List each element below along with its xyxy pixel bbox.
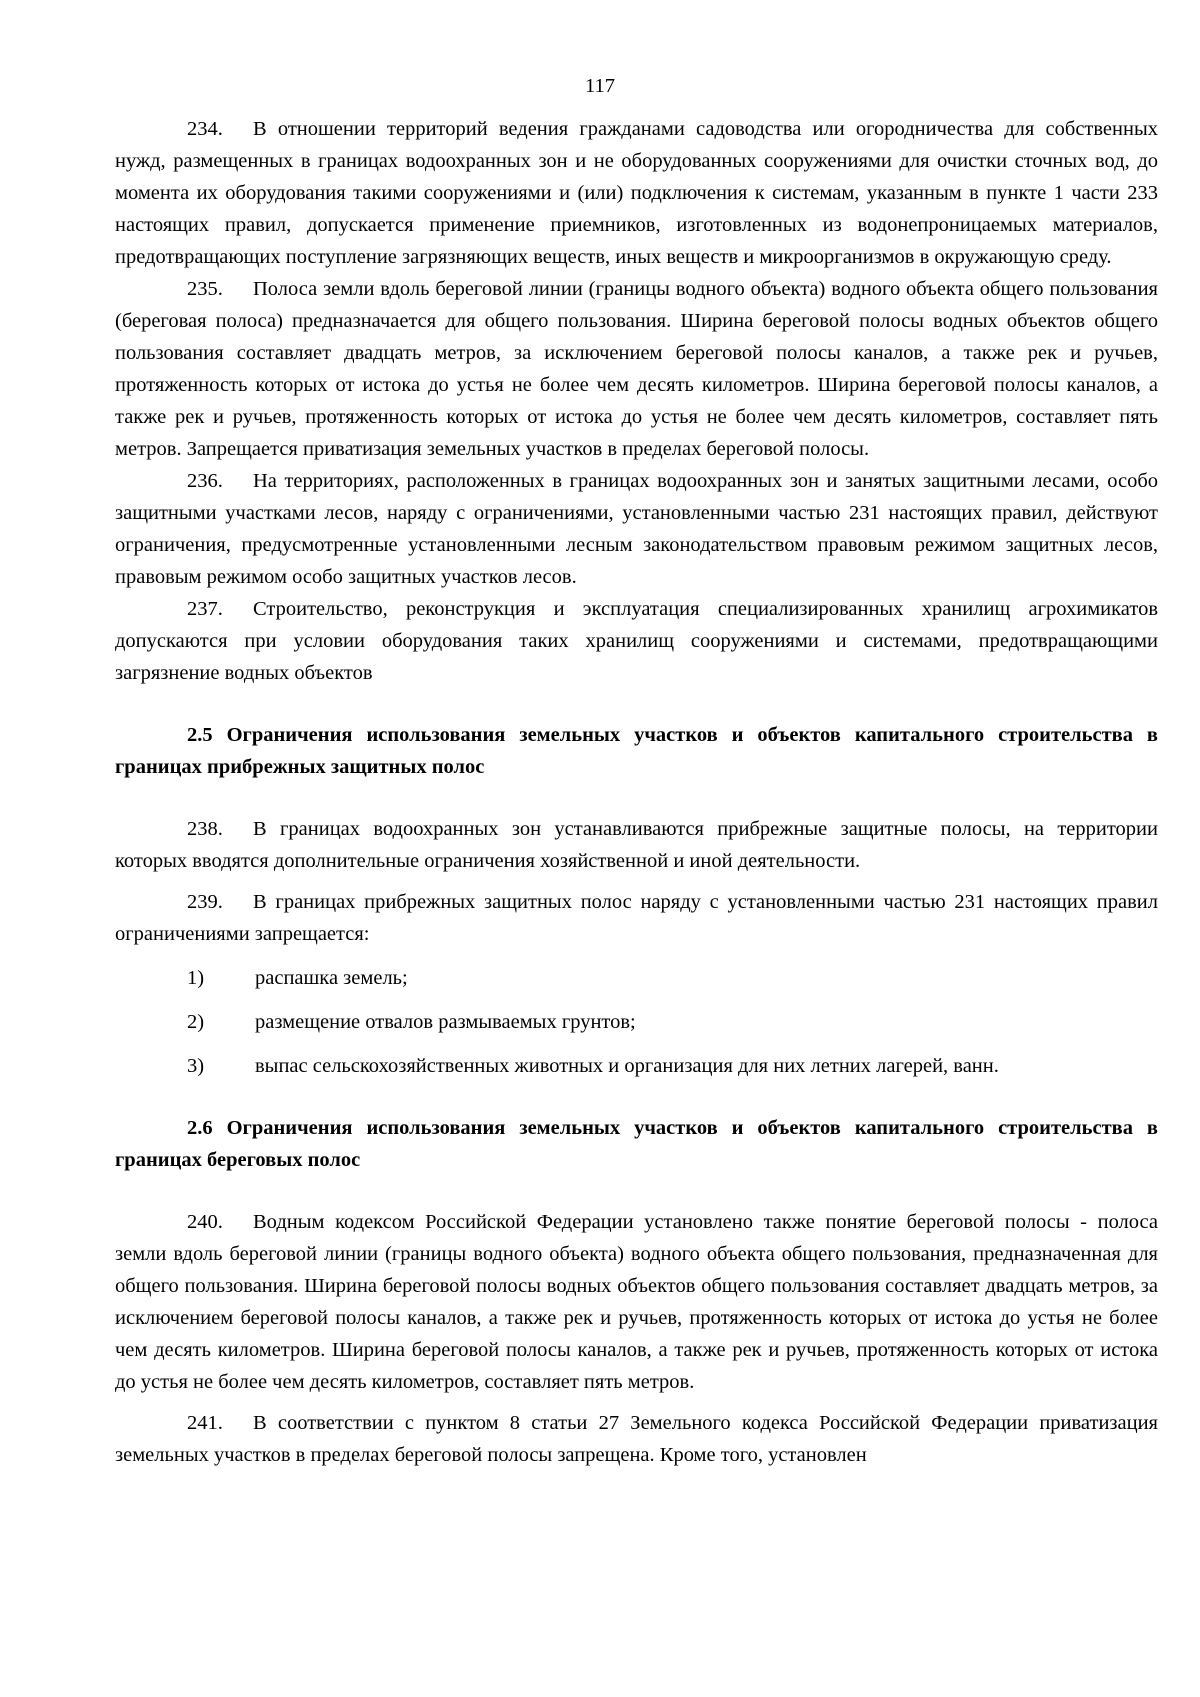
paragraph-text: В соответствии с пунктом 8 статьи 27 Земельного кодекса Российской Федерации приватизация земельных участков в пределах береговой полосы запрещена. Кроме того, установлен: [115, 1412, 1158, 1466]
paragraph-238: [115, 813, 1158, 877]
paragraph-number: 235.: [187, 278, 223, 300]
paragraph-text: Полоса земли вдоль береговой линии (границы водного объекта) водного объекта общего пользования (береговая полоса) предназначается для общего пользования. Ширина береговой полосы водных объектов общего пользования составляет двадцать метров, за исключением береговой полосы каналов, а также рек и ручьев, протяженность которых от истока до устья не более чем десять километров. Ширина береговой полосы каналов, а также рек и ручьев, протяженность которых от истока до устья не более чем десять километров, составляет пять метров. Запрещается приватизация земельных участков в пределах береговой полосы.: [115, 278, 1158, 460]
paragraph-235: [115, 273, 1158, 465]
list-item-number: 2): [187, 1011, 205, 1033]
list-item-text: распашка земель;: [255, 967, 408, 989]
paragraph-number: 241.: [187, 1412, 223, 1434]
list-item: [115, 962, 1158, 994]
page-content: [115, 113, 1158, 1471]
paragraph-text: Строительство, реконструкция и эксплуатация специализированных хранилищ агрохимикатов допускаются при условии оборудования таких хранилищ сооружениями и системами, предотвращающими загрязнение водных объектов: [115, 598, 1158, 684]
paragraph-234: [115, 113, 1158, 273]
paragraph-number: 240.: [187, 1211, 223, 1233]
paragraph-240: [115, 1206, 1158, 1398]
paragraph-236: [115, 465, 1158, 593]
paragraph-text: В границах водоохранных зон устанавливаются прибрежные защитные полосы, на территории которых вводятся дополнительные ограничения хозяйственной и иной деятельности.: [115, 818, 1158, 872]
paragraph-241: [115, 1407, 1158, 1471]
paragraph-number: 239.: [187, 891, 223, 913]
paragraph-text: В границах прибрежных защитных полос наряду с установленными частью 231 настоящих правил ограничениями запрещается:: [115, 891, 1158, 945]
paragraph-number: 234.: [187, 118, 223, 140]
section-heading-2-5: 2.5 Ограничения использования земельных участков и объектов капитального строительства в границах прибрежных защитных полос: [115, 724, 1158, 778]
paragraph-number: 238.: [187, 818, 223, 840]
paragraph-number: 236.: [187, 470, 223, 492]
list-item: [115, 1006, 1158, 1038]
list-item-number: 3): [187, 1055, 205, 1077]
paragraph-237: [115, 593, 1158, 689]
page-number: 117: [585, 75, 615, 97]
paragraph-number: 237.: [187, 598, 223, 620]
section-heading-2-6: 2.6 Ограничения использования земельных участков и объектов капитального строительства в границах береговых полос: [115, 1117, 1158, 1171]
list-item-text: размещение отвалов размываемых грунтов;: [255, 1011, 636, 1033]
paragraph-text: На территориях, расположенных в границах водоохранных зон и занятых защитными лесами, особо защитными участками лесов, наряду с ограничениями, установленными частью 231 настоящих правил, действуют ограничения, предусмотренные установленными лесным законодательством правовым режимом защитных лесов, правовым режимом особо защитных участков лесов.: [115, 470, 1158, 588]
list-item-text: выпас сельскохозяйственных животных и организация для них летних лагерей, ванн.: [255, 1055, 999, 1077]
paragraph-text: Водным кодексом Российской Федерации установлено также понятие береговой полосы - полоса земли вдоль береговой линии (границы водного объекта) водного объекта общего пользования, предназначенная для общего пользования. Ширина береговой полосы водных объектов общего пользования составляет двадцать метров, за исключением береговой полосы каналов, а также рек и ручьев, протяженность которых от истока до устья не более чем десять километров. Ширина береговой полосы каналов, а также рек и ручьев, протяженность которых от истока до устья не более чем десять километров, составляет пять метров.: [115, 1211, 1158, 1393]
paragraph-239: [115, 886, 1158, 950]
list-item: [115, 1050, 1158, 1082]
paragraph-text: В отношении территорий ведения гражданами садоводства или огородничества для собственных нужд, размещенных в границах водоохранных зон и не оборудованных сооружениями для очистки сточных вод, до момента их оборудования такими сооружениями и (или) подключения к системам, указанным в пункте 1 части 233 настоящих правил, допускается применение приемников, изготовленных из водонепроницаемых материалов, предотвращающих поступление загрязняющих веществ, иных веществ и микроорганизмов в окружающую среду.: [115, 118, 1158, 268]
list-item-number: 1): [187, 967, 205, 989]
